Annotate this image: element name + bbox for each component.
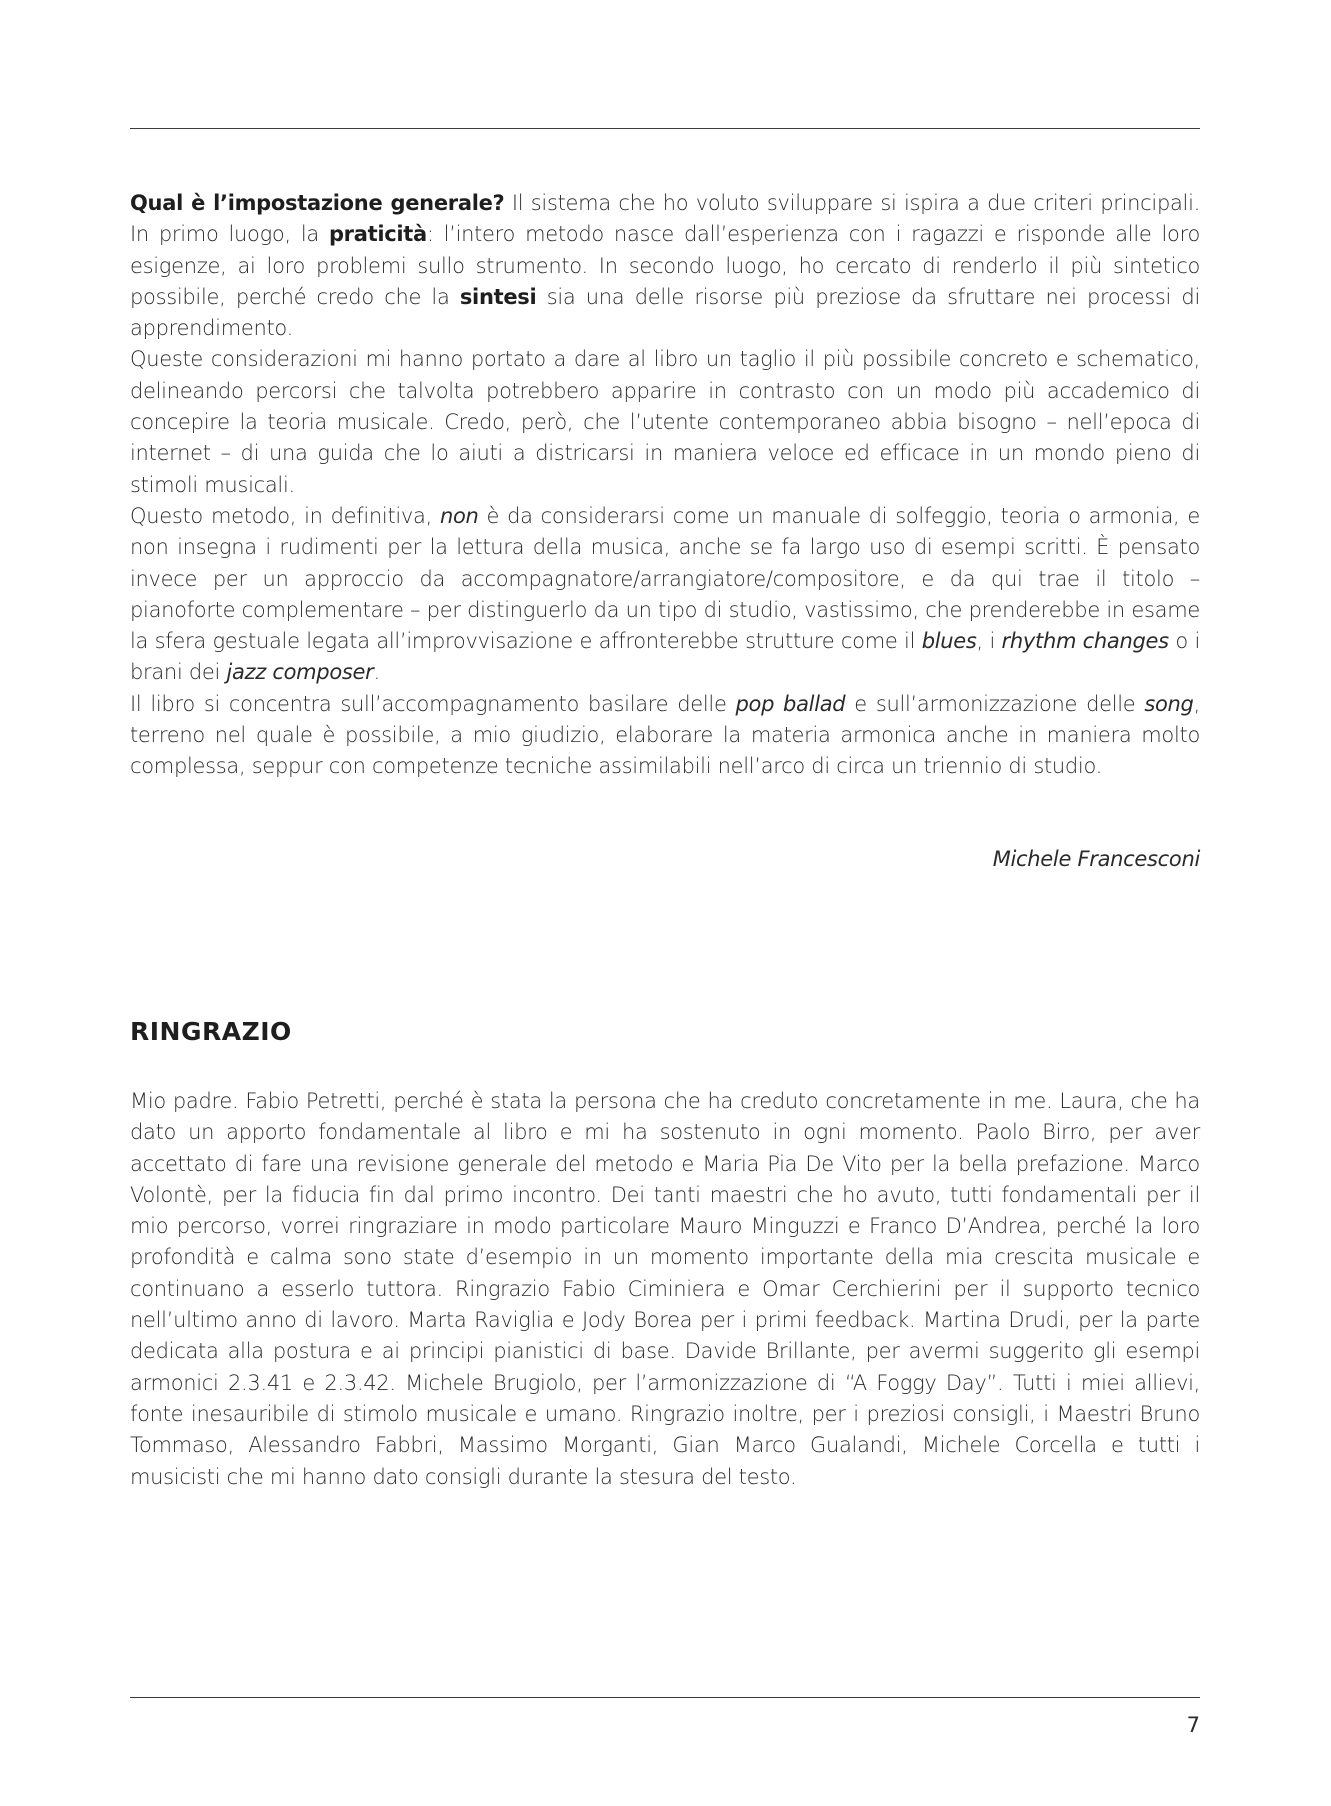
intro-p3-text-c: è da considerarsi come un manuale di solfeggio, teoria o armonia, e non insegna i rudimenti per la lettura della musica, anche se fa largo uso di esempi scritti. È pensato invece per un approccio da accompagnatore/arrangiatore/compositore, e da qui trae il titolo – pianoforte complementare – per distinguerlo da un tipo di studio, vastissimo, che prenderebbe in esame la sfera gestuale legata all’improvvisazione e affronterebbe strutture come il	[130, 503, 1200, 654]
keyword-sintesi: sintesi	[459, 284, 537, 309]
page-number: 7	[1186, 1713, 1200, 1737]
intro-p3-text-a: Questo metodo, in definitiva,	[130, 503, 440, 528]
intro-paragraph-4	[130, 689, 1200, 783]
intro-p4-italic-pop-ballad: pop ballad	[735, 691, 846, 716]
thanks-heading: RINGRAZIO	[130, 1017, 292, 1046]
keyword-praticita: praticità	[328, 222, 427, 247]
intro-question: Qual è l’impostazione generale?	[130, 191, 505, 215]
intro-p4-italic-song: song	[1144, 691, 1194, 716]
intro-p3-italic-jazz: jazz composer	[226, 660, 374, 685]
intro-section	[130, 188, 1200, 783]
intro-p4-text-e: , terreno nel quale è possibile, a mio giudizio, elaborare la materia armonica anche in maniera molto complessa, seppur con competenze tecniche assimilabili nell’arco di circa un triennio di studio.	[130, 691, 1200, 779]
intro-p4-text-a: Il libro si concentra sull’accompagnamento basilare delle	[130, 691, 736, 716]
intro-p3-text-e: , i	[976, 629, 1002, 654]
intro-p3-italic-non: non	[439, 503, 479, 528]
thanks-section	[130, 1086, 1200, 1493]
intro-p1-text-e: sia una delle risorse più preziose da sfruttare nei processi di apprendimento.	[130, 284, 1200, 341]
intro-p3-italic-blues: blues	[921, 629, 977, 654]
intro-p1-text-a: Il sistema che ho voluto sviluppare si ispira a due criteri principali. In primo luogo, la	[130, 191, 1200, 247]
intro-p3-italic-rhythm: rhythm changes	[1001, 629, 1169, 654]
intro-p1-text-c: : l’intero metodo nasce dall’esperienza con i ragazzi e risponde alle loro esigenze, ai loro problemi sullo strumento. In secondo luogo, ho cercato di renderlo il più sintetico possibile, perché credo che la	[130, 222, 1200, 309]
intro-p3-text-i: .	[373, 660, 380, 685]
author-signature: Michele Francesconi	[992, 847, 1200, 871]
intro-p3-text-g: o i brani dei	[130, 629, 1200, 685]
header-rule	[130, 128, 1200, 129]
intro-paragraph-2: Queste considerazioni mi hanno portato a dare al libro un taglio il più possibile concreto e schematico, delineando percorsi che talvolta potrebbero apparire in contrasto con un modo più accademico di concepire la teoria musicale. Credo, però, che l’utente contemporaneo abbia bisogno – nell’epoca di internet – di una guida che lo aiuti a districarsi in maniera veloce ed efficace in un mondo pieno di stimoli musicali.	[130, 347, 1200, 497]
intro-p4-text-c: e sull’armonizzazione delle	[845, 691, 1145, 716]
intro-paragraph-1	[130, 188, 1200, 344]
intro-paragraph-3	[130, 501, 1200, 689]
thanks-paragraph: Mio padre. Fabio Petretti, perché è stata la persona che ha creduto concretamente in me. Laura, che ha dato un apporto fondamentale al libro e mi ha sostenuto in ogni momento. Paolo Birro, per aver accettato di fare una revisione generale del metodo e Maria Pia De Vito per la bella prefazione. Marco Volontè, per la fiducia fin dal primo incontro. Dei tanti maestri che ho avuto, tutti fondamentali per il mio percorso, vorrei ringraziare in modo particolare Mauro Minguzzi e Franco D’Andrea, perché la loro profondità e calma sono state d’esempio in un momento importante della mia crescita musicale e continuano a esserlo tuttora. Ringrazio Fabio Ciminiera e Omar Cerchierini per il supporto tecnico nell’ultimo anno di lavoro. Marta Raviglia e Jody Borea per i primi feedback. Martina Drudi, per la parte dedicata alla postura e ai principi pianistici di base. Davide Brillante, per avermi suggerito gli esempi armonici 2.3.41 e 2.3.42. Michele Brugiolo, per l’armonizzazione di “A Foggy Day”. Tutti i miei allievi, fonte inesauribile di stimolo musicale e umano. Ringrazio inoltre, per i preziosi consigli, i Maestri Bruno Tommaso, Alessandro Fabbri, Massimo Morganti, Gian Marco Gualandi, Michele Corcella e tutti i musicisti che mi hanno dato consigli durante la stesura del testo.	[130, 1089, 1200, 1489]
footer-rule	[130, 1697, 1200, 1698]
